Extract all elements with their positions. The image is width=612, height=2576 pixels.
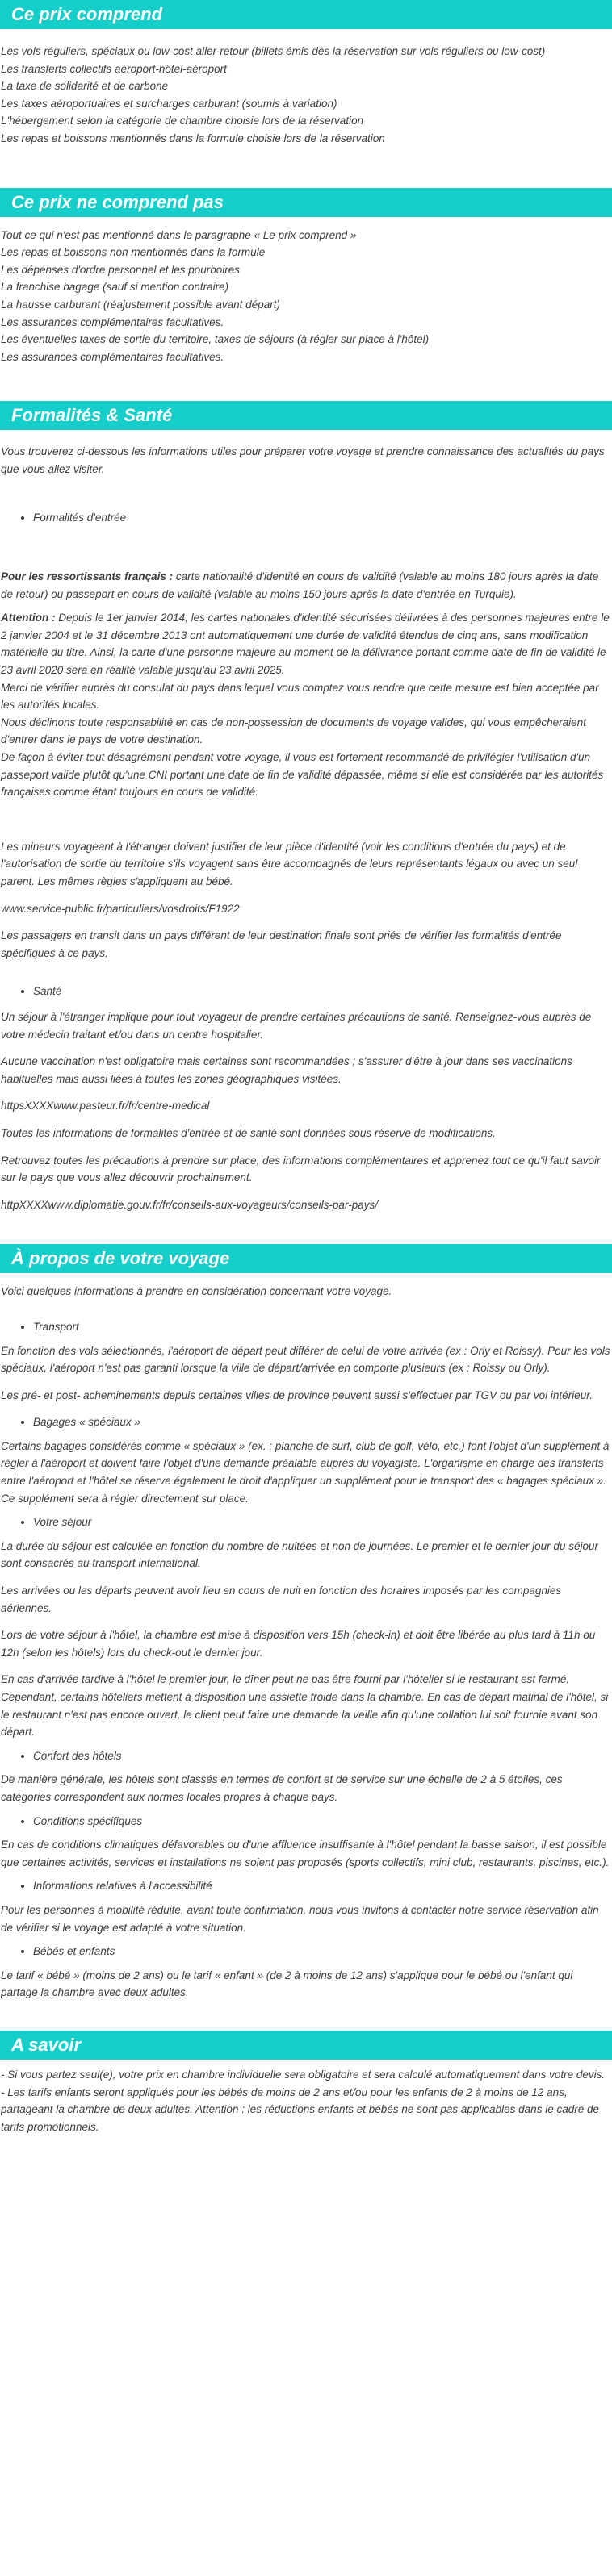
- attention-label: Attention :: [1, 612, 56, 624]
- diplomatie-link[interactable]: httpXXXXwww.diplomatie.gouv.fr/fr/conseils-aux-voyageurs/conseils-par-pays/: [1, 1198, 378, 1211]
- sejour-paragraph-4: En cas d'arrivée tardive à l'hôtel le premier jour, le dîner peut ne pas être fourni par l'hôtelier si le restaurant est fermé. Cependant, certains hôteliers mettent à disposition une assiette froide dans la chambre. En cas de départ matinal de l'hôtel, si le restaurant n'est pas encore ouvert, le client peut faire une demande la veille afin qu'une collation lui soit fournie avant son départ.: [1, 1673, 609, 1739]
- section-title-formalites-sante: Formalités & Santé: [0, 401, 612, 430]
- formalites-intro: Vous trouverez ci-dessous les informations utiles pour préparer votre voyage et prendre connaissance des actualités du pays que vous allez visiter.: [1, 445, 605, 475]
- ressortissants-text: carte nationalité d'identité en cours de validité (valable au moins 180 jours après la date de retour) ou passeport en cours de validité (valable au moins 150 jours après la date d'entrée en Turquie).: [1, 570, 599, 600]
- merci-paragraph: Merci de vérifier auprès du consulat du pays dans lequel vous comptez vous rendre que cette mesure est bien acceptée par les autorités locales.: [1, 681, 599, 712]
- confort-paragraph: De manière générale, les hôtels sont classés en termes de confort et de service sur une échelle de 2 à 5 étoiles, ces catégories correspondent aux normes locales propres à chaque pays.: [1, 1773, 563, 1803]
- nous-declinons-paragraph: Nous déclinons toute responsabilité en cas de non-possession de documents de voyage valides, qui vous empêcheraient d'entrer dans le pays de votre destination.: [1, 716, 586, 746]
- transport-paragraph-1: En fonction des vols sélectionnés, l'aéroport de départ peut différer de celui de votre arrivée (ex : Orly et Roissy). Pour les vols spéciaux, l'aéroport n'est pas garanti lorsque la ville de départ/arrivée en comporte plusieurs (ex : Roissy ou Orly).: [1, 1344, 610, 1375]
- bullet-conditions-specifiques: • Conditions spécifiques: [33, 1813, 610, 1831]
- mineurs-paragraph: Les mineurs voyageant à l'étranger doivent justifier de leur pièce d'identité (voir les conditions d'entrée du pays) et de l'autorisation de sortie du territoire s'ils voyagent sans être accompagnés de leurs représentants légaux ou avec un seul parent. Les mêmes règles s'appliquent au bébé.: [1, 840, 578, 887]
- bullet-list: [1, 509, 610, 527]
- bullet-transport: • Transport: [33, 1318, 610, 1336]
- bullet-formalites-entree: • Formalités d'entrée: [33, 509, 610, 527]
- section-title-prix-comprend: Ce prix comprend: [0, 0, 612, 29]
- list-item: Les transferts collectifs aéroport-hôtel-aéroport: [1, 62, 227, 75]
- transport-paragraph-2: Les pré- et post- acheminements depuis certaines villes de province peuvent aussi s'effectuer par TGV ou par vol intérieur.: [1, 1388, 593, 1401]
- bullet-list: [1, 1813, 610, 1831]
- bullet-list: [1, 1747, 610, 1765]
- sejour-sante-paragraph: Un séjour à l'étranger implique pour tout voyageur de prendre certaines précautions de santé. Renseignez-vous auprès de votre médecin traitant et/ou dans un centre hospitalier.: [1, 1010, 592, 1041]
- ressortissants-label: Pour les ressortissants français :: [1, 570, 174, 583]
- list-item: Les repas et boissons non mentionnés dans la formule: [1, 246, 266, 259]
- list-item: La taxe de solidarité et de carbone: [1, 80, 169, 93]
- list-item: Les assurances complémentaires facultatives.: [1, 315, 224, 328]
- bullet-confort-hotels: • Confort des hôtels: [33, 1747, 610, 1765]
- a-savoir-content: [0, 2066, 612, 2136]
- bagages-paragraph: Certains bagages considérés comme « spéciaux » (ex. : planche de surf, club de golf, vélo, etc.) font l'objet d'un supplément à régler à l'aéroport et doivent faire l'objet d'une demande préalable auprès du voyagiste. L'organisme en charge des transferts entre l'aéroport et l'hôtel se réserve également le droit d'appliquer un supplément pour le transport des « bagages spéciaux ». Ce supplément sera à régler directement sur place.: [1, 1439, 610, 1505]
- de-facon-paragraph: De façon à éviter tout désagrément pendant votre voyage, il vous est fortement recommandé de privilégier l'utilisation d'un passeport valide plutôt qu'une CNI portant une date de fin de validité dépassée, même si elle est considérée par les autorités françaises comme étant toujours en cours de validité.: [1, 751, 604, 799]
- prix-ne-comprend-pas-list: [0, 227, 612, 366]
- section-title-prix-ne-comprend-pas: Ce prix ne comprend pas: [0, 188, 612, 217]
- list-item: La franchise bagage (sauf si mention contraire): [1, 281, 229, 294]
- bullet-list: [1, 1413, 610, 1431]
- list-item: Les assurances complémentaires facultatives.: [1, 350, 224, 363]
- accessibilite-paragraph: Pour les personnes à mobilité réduite, avant toute confirmation, nous vous invitons à contacter notre service réservation afin de vérifier si le voyage est adapté à votre situation.: [1, 1903, 599, 1934]
- bullet-list: [1, 1943, 610, 1960]
- list-item: Les repas et boissons mentionnés dans la formule choisie lors de la réservation: [1, 132, 385, 144]
- bullet-votre-sejour: • Votre séjour: [33, 1513, 610, 1531]
- sejour-paragraph-3: Lors de votre séjour à l'hôtel, la chambre est mise à disposition vers 15h (check-in) et doit être libérée au plus tard à 11h ou 12h (selon les hôtels) lors du check-out le dernier jour.: [1, 1629, 596, 1659]
- attention-paragraph: [1, 609, 610, 678]
- bullet-list: [1, 1513, 610, 1531]
- list-item: Tout ce qui n'est pas mentionné dans le paragraphe « Le prix comprend »: [1, 228, 357, 241]
- retrouvez-paragraph: Retrouvez toutes les précautions à prendre sur place, des informations complémentaires et apprenez tout ce qu'il faut savoir sur le pays que vous allez découvrir prochainement.: [1, 1154, 601, 1184]
- a-propos-content: [0, 1283, 612, 2002]
- bullet-bebes-enfants: • Bébés et enfants: [33, 1943, 610, 1960]
- formalites-content: [0, 443, 612, 1213]
- a-propos-intro: Voici quelques informations à prendre en considération concernant votre voyage.: [1, 1285, 392, 1298]
- transit-paragraph: Les passagers en transit dans un pays différent de leur destination finale sont priés de vérifier les formalités d'entrée spécifiques à ce pays.: [1, 929, 562, 959]
- conditions-paragraph: En cas de conditions climatiques défavorables ou d'une affluence insuffisante à l'hôtel pendant la basse saison, il est possible que certaines activités, services et installations ne soient pas proposés (sports collectifs, mini club, restaurants, piscines, etc.).: [1, 1839, 610, 1868]
- list-item: Les éventuelles taxes de sortie du territoire, taxes de séjours (à régler sur place à l'hôtel): [1, 333, 430, 346]
- bebes-paragraph: Le tarif « bébé » (moins de 2 ans) ou le tarif « enfant » (de 2 à moins de 12 ans) s'applique pour le bébé ou l'enfant qui partage la chambre avec deux adultes.: [1, 1969, 573, 1999]
- bullet-list: [1, 983, 610, 1000]
- ressortissants-paragraph: [1, 568, 610, 603]
- a-savoir-line-1: - Si vous partez seul(e), votre prix en chambre individuelle sera obligatoire et sera calculé automatiquement dans votre devis.: [1, 2068, 606, 2081]
- list-item: Les vols réguliers, spéciaux ou low-cost aller-retour (billets émis dès la réservation sur vols réguliers ou low-cost): [1, 45, 546, 57]
- list-item: Les dépenses d'ordre personnel et les pourboires: [1, 263, 241, 276]
- bullet-list: [1, 1318, 610, 1336]
- bullet-accessibilite: • Informations relatives à l'accessibilité: [33, 1877, 610, 1895]
- sejour-paragraph-2: Les arrivées ou les départs peuvent avoir lieu en cours de nuit en fonction des horaires imposés par les compagnies aériennes.: [1, 1584, 562, 1614]
- sejour-paragraph-1: La durée du séjour est calculée en fonction du nombre de nuitées et non de journées. Le premier et le dernier jour du séjour sont consacrés au transport international.: [1, 1539, 598, 1570]
- prix-comprend-list: [0, 43, 612, 148]
- service-public-link[interactable]: www.service-public.fr/particuliers/vosdroits/F1922: [1, 902, 240, 915]
- a-savoir-line-2: - Les tarifs enfants seront appliqués pour les bébés de moins de 2 ans et/ou pour les enfants de 2 à moins de 12 ans, partageant la chambre de deux adultes. Attention : les réductions enfants et bébés ne sont pas applicables dans le cadre de tarifs promotionnels.: [1, 2085, 599, 2133]
- bullet-list: [1, 1877, 610, 1895]
- section-title-a-savoir: A savoir: [0, 2031, 612, 2060]
- section-title-a-propos: À propos de votre voyage: [0, 1244, 612, 1273]
- bullet-sante: • Santé: [33, 983, 610, 1000]
- list-item: Les taxes aéroportuaires et surcharges carburant (soumis à variation): [1, 97, 337, 110]
- list-item: L'hébergement selon la catégorie de chambre choisie lors de la réservation: [1, 115, 364, 127]
- attention-text: Depuis le 1er janvier 2014, les cartes nationales d'identité sécurisées délivrées à des personnes majeures entre le 2 janvier 2004 et le 31 décembre 2013 ont automatiquement une durée de validité étendue de cinq ans, sans modification matérielle du titre. Ainsi, la carte d'une personne majeure au moment de la délivrance portant comme date de fin de validité le 23 avril 2020 sera en réalité valable jusqu'au 23 avril 2025.: [1, 612, 610, 677]
- toutes-informations-paragraph: Toutes les informations de formalités d'entrée et de santé sont données sous réserve de modifications.: [1, 1126, 496, 1139]
- vaccination-paragraph: Aucune vaccination n'est obligatoire mais certaines sont recommandées ; s'assurer d'être à jour dans ses vaccinations habituelles mais aussi liées à toutes les zones géographiques visitées.: [1, 1055, 572, 1085]
- list-item: La hausse carburant (réajustement possible avant départ): [1, 298, 280, 311]
- bullet-bagages: • Bagages « spéciaux »: [33, 1413, 610, 1431]
- pasteur-link[interactable]: httpsXXXXwww.pasteur.fr/fr/centre-medical: [1, 1100, 210, 1113]
